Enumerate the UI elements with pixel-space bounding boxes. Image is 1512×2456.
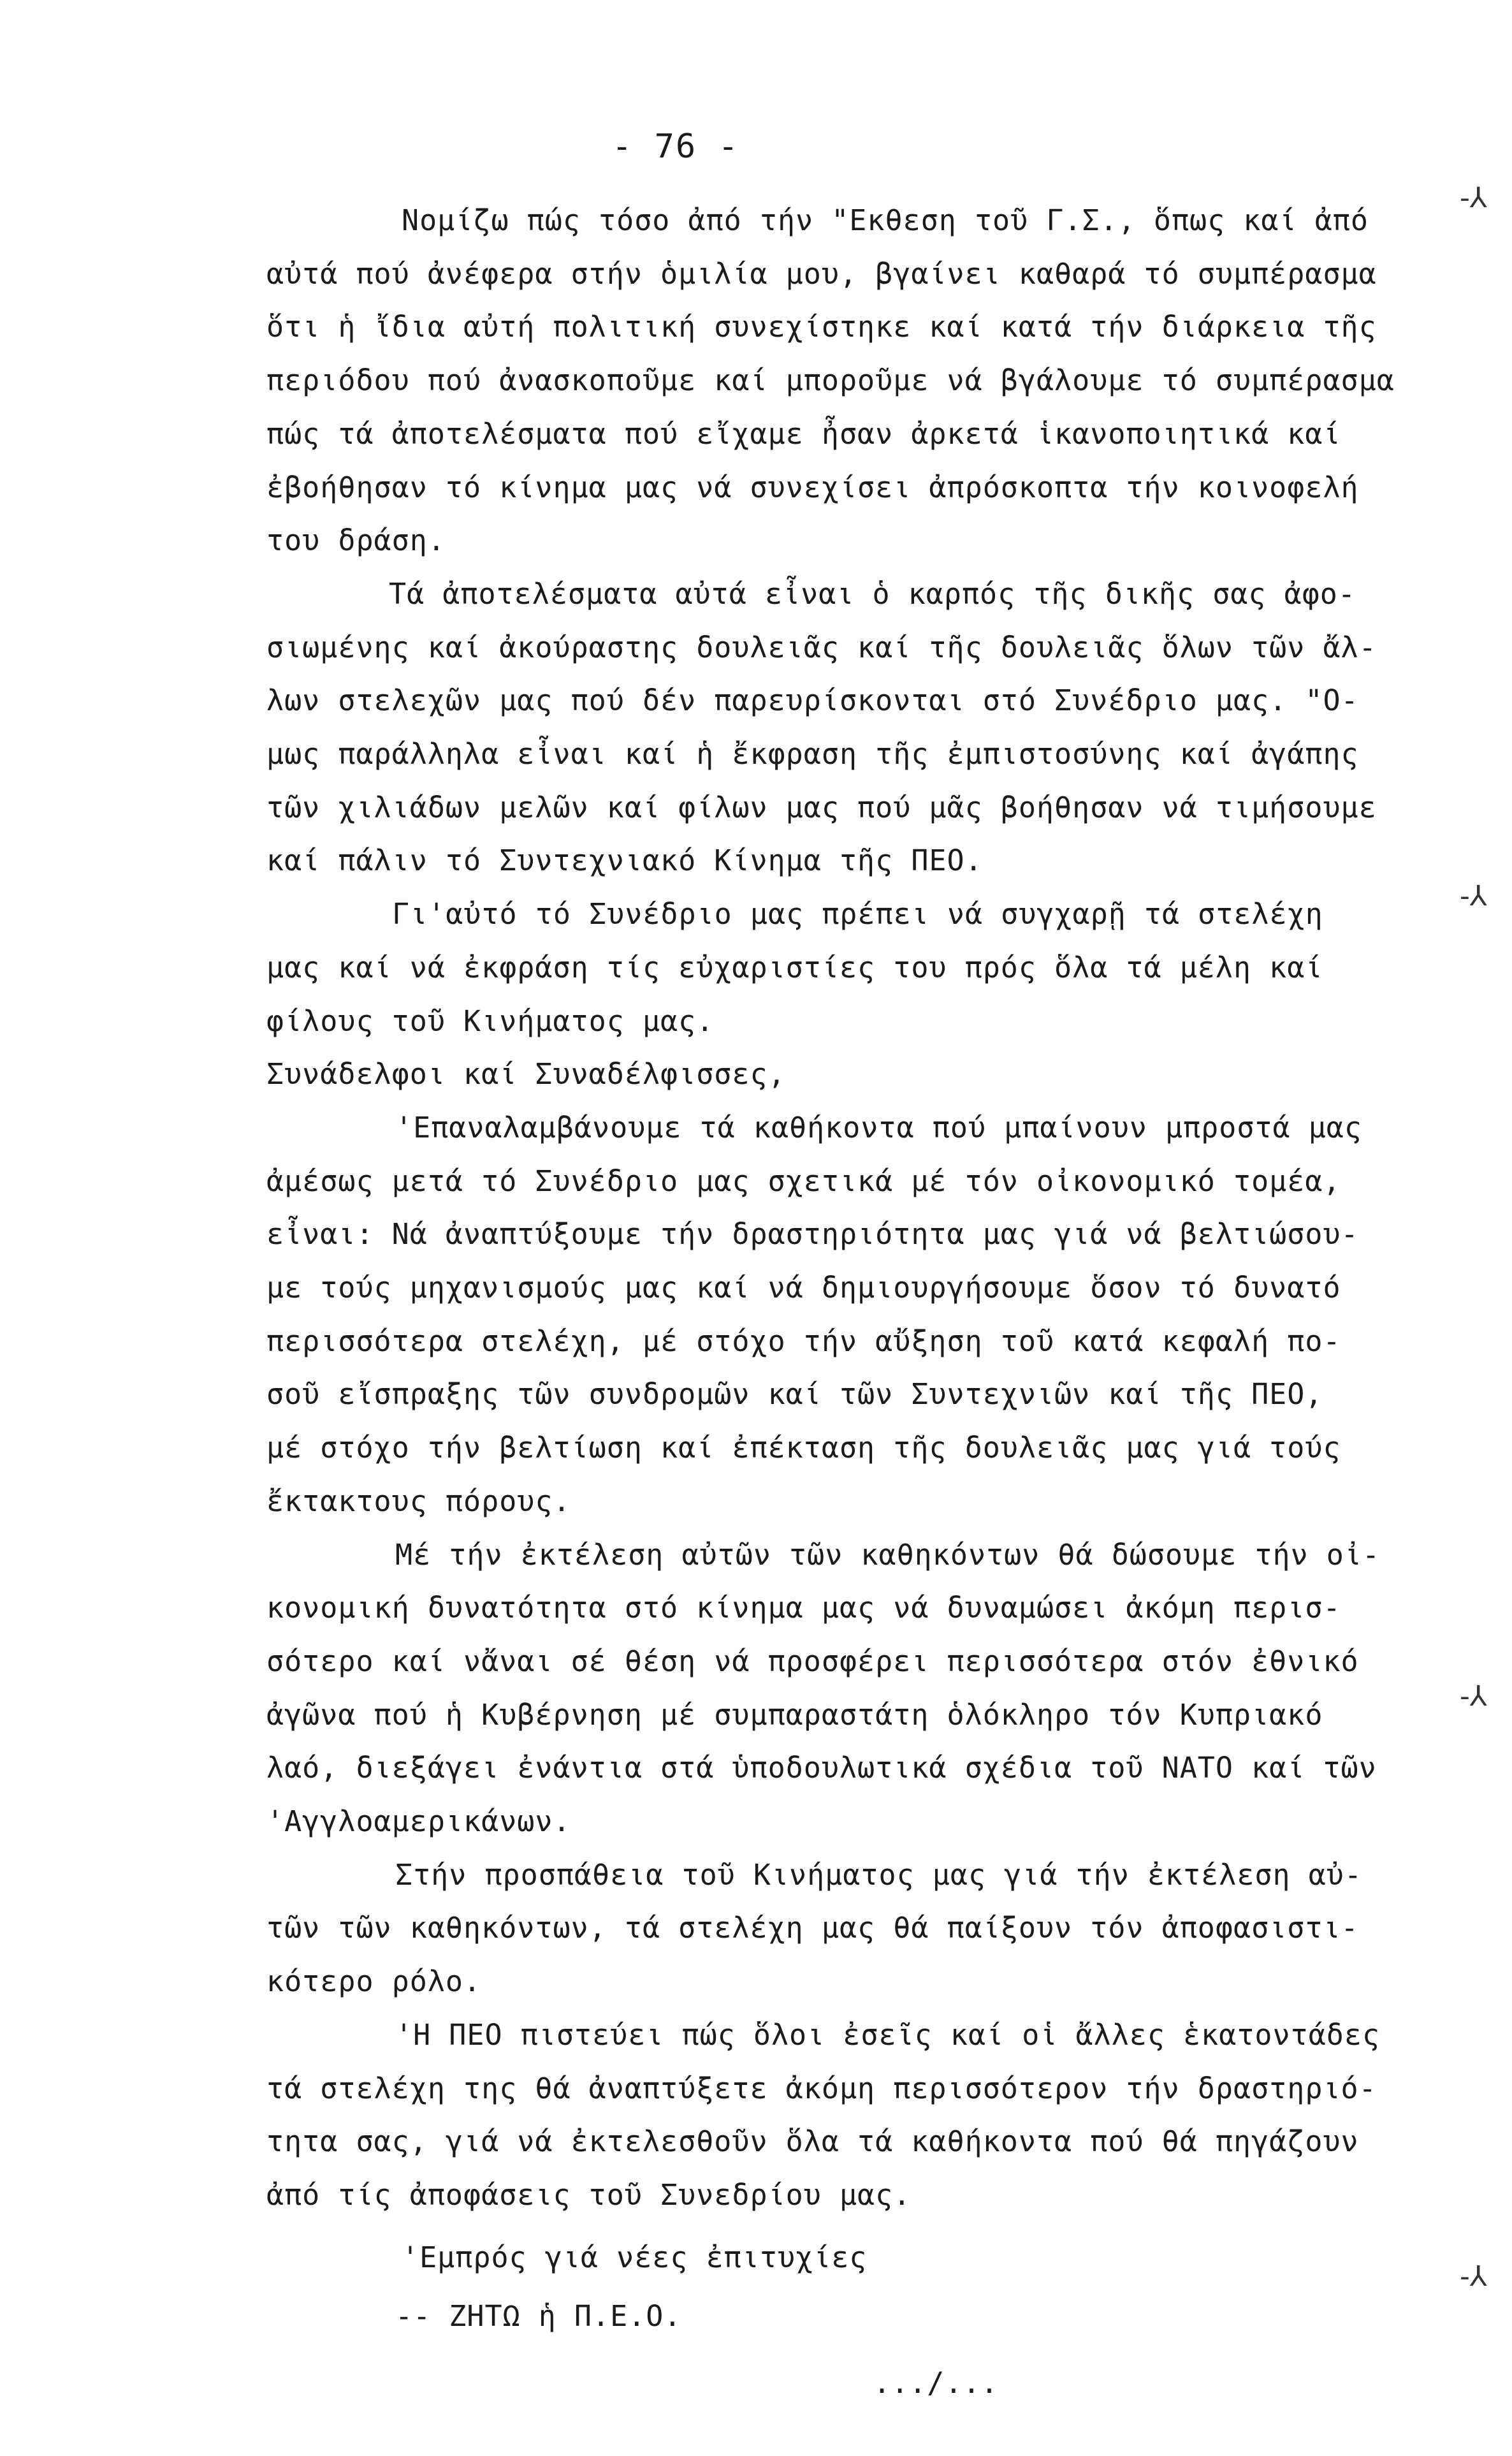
text-line: πώς τά ἀποτελέσματα πού εἴχαμε ἦσαν ἀρκετά ἱκανοποιητικά καί bbox=[266, 417, 1341, 451]
text-line: σιωμένης καί ἀκούραστης δουλειᾶς καί τῆς δουλειᾶς ὅλων τῶν ἄλ- bbox=[266, 631, 1377, 664]
text-line: ἀγῶνα πού ἡ Κυβέρνηση μέ συμπαραστάτη ὁλόκληρο τόν Κυπριακό bbox=[266, 1698, 1323, 1732]
text-line: 'Επαναλαμβάνουμε τά καθήκοντα πού μπαίνουν μπροστά μας bbox=[395, 1111, 1362, 1144]
margin-mark: -⅄ bbox=[1460, 1680, 1487, 1713]
text-line: κότερο ρόλο. bbox=[266, 1964, 482, 1998]
text-line: Νομίζω πώς τόσο ἀπό τήν "Εκθεση τοῦ Γ.Σ., ὅπως καί ἀπό bbox=[402, 203, 1369, 237]
text-line: φίλους τοῦ Κινήματος μας. bbox=[266, 1004, 715, 1038]
text-line: ὅτι ἡ ἴδια αὐτή πολιτική συνεχίστηκε καί κατά τήν διάρκεια τῆς bbox=[266, 310, 1377, 344]
margin-mark: -⅄ bbox=[1460, 182, 1487, 214]
text-line: καί πάλιν τό Συντεχνιακό Κίνημα τῆς ΠΕΟ. bbox=[266, 844, 983, 877]
text-line: περιόδου πού ἀνασκοποῦμε καί μποροῦμε νά βγάλουμε τό συμπέρασμα bbox=[266, 363, 1395, 397]
text-line: ἀμέσως μετά τό Συνέδριο μας σχετικά μέ τόν οἰκονομικό τομέα, bbox=[266, 1164, 1341, 1198]
text-line: τῶν χιλιάδων μελῶν καί φίλων μας πού μᾶς βοήθησαν νά τιμήσουμε bbox=[266, 791, 1377, 824]
text-line: μέ στόχο τήν βελτίωση καί ἐπέκταση τῆς δουλειᾶς μας γιά τούς bbox=[266, 1431, 1341, 1465]
text-line: περισσότερα στελέχη, μέ στόχο τήν αὔξηση τοῦ κατά κεφαλή πο- bbox=[266, 1324, 1341, 1358]
text-line: κονομική δυνατότητα στό κίνημα μας νά δυναμώσει ἀκόμη περισ- bbox=[266, 1591, 1341, 1625]
text-line: ἔκτακτους πόρους. bbox=[266, 1484, 571, 1518]
text-line: Στήν προσπάθεια τοῦ Κινήματος μας γιά τήν ἐκτέλεση αὐ- bbox=[395, 1858, 1362, 1892]
text-line: τά στελέχη της θά ἀναπτύξετε ἀκόμη περισσότερον τήν δραστηριό- bbox=[266, 2072, 1377, 2105]
text-line: μως παράλληλα εἶναι καί ἡ ἔκφραση τῆς ἐμπιστοσύνης καί ἀγάπης bbox=[266, 737, 1359, 771]
text-line: με τούς μηχανισμούς μας καί νά δημιουργήσουμε ὅσον τό δυνατό bbox=[266, 1271, 1341, 1305]
text-line: λαό, διεξάγει ἐνάντια στά ὑποδουλωτικά σχέδια τοῦ ΝΑΤΟ καί τῶν bbox=[266, 1751, 1377, 1785]
text-line: Γι'αὐτό τό Συνέδριο μας πρέπει νά συγχαρῇ τά στελέχη bbox=[392, 897, 1323, 931]
text-line: Μέ τήν ἐκτέλεση αὐτῶν τῶν καθηκόντων θά δώσουμε τήν οἰ- bbox=[395, 1538, 1381, 1572]
text-line: ἐβοήθησαν τό κίνημα μας νά συνεχίσει ἀπρόσκοπτα τήν κοινοφελή bbox=[266, 471, 1359, 504]
text-line: Τά ἀποτελέσματα αὐτά εἶναι ὁ καρπός τῆς δικῆς σας ἀφο- bbox=[389, 577, 1356, 611]
closing-cheer: -- ΖΗΤΩ ἡ Π.Ε.Ο. bbox=[395, 2299, 682, 2333]
text-line: λων στελεχῶν μας πού δέν παρευρίσκονται στό Συνέδριο μας. "Ο- bbox=[266, 683, 1359, 717]
margin-mark: -⅄ bbox=[1460, 880, 1487, 912]
text-line: σοῦ εἴσπραξης τῶν συνδρομῶν καί τῶν Συντεχνιῶν καί τῆς ΠΕΟ, bbox=[266, 1377, 1323, 1411]
text-line: σότερο καί νἄναι σέ θέση νά προσφέρει περισσότερα στόν ἐθνικό bbox=[266, 1644, 1359, 1678]
salutation: Συνάδελφοι καί Συναδέλφισσες, bbox=[266, 1057, 786, 1091]
text-line: εἶναι: Νά ἀναπτύξουμε τήν δραστηριότητα μας γιά νά βελτιώσου- bbox=[266, 1217, 1359, 1251]
closing-slogan: 'Εμπρός γιά νέες ἐπιτυχίες bbox=[402, 2240, 868, 2274]
page-number: - 76 - bbox=[612, 128, 739, 166]
text-line: τητα σας, γιά νά ἐκτελεσθοῦν ὅλα τά καθήκοντα πού θά πηγάζουν bbox=[266, 2124, 1359, 2158]
text-line: ἀπό τίς ἀποφάσεις τοῦ Συνεδρίου μας. bbox=[266, 2178, 912, 2212]
text-line: 'Αγγλοαμερικάνων. bbox=[266, 1804, 571, 1838]
text-line: μας καί νά ἐκφράση τίς εὐχαριστίες του πρός ὅλα τά μέλη καί bbox=[266, 951, 1323, 984]
text-line: αὐτά πού ἀνέφερα στήν ὁμιλία μου, βγαίνει καθαρά τό συμπέρασμα bbox=[266, 257, 1377, 291]
text-line: 'Η ΠΕΟ πιστεύει πώς ὅλοι ἐσεῖς καί οἱ ἄλλες ἑκατοντάδες bbox=[395, 2018, 1381, 2052]
margin-mark: -⅄ bbox=[1460, 2260, 1487, 2293]
text-line: τῶν τῶν καθηκόντων, τά στελέχη μας θά παίξουν τόν ἀποφασιστι- bbox=[266, 1911, 1359, 1945]
text-line: του δράση. bbox=[266, 523, 446, 557]
continuation-mark: .../... bbox=[873, 2366, 999, 2400]
